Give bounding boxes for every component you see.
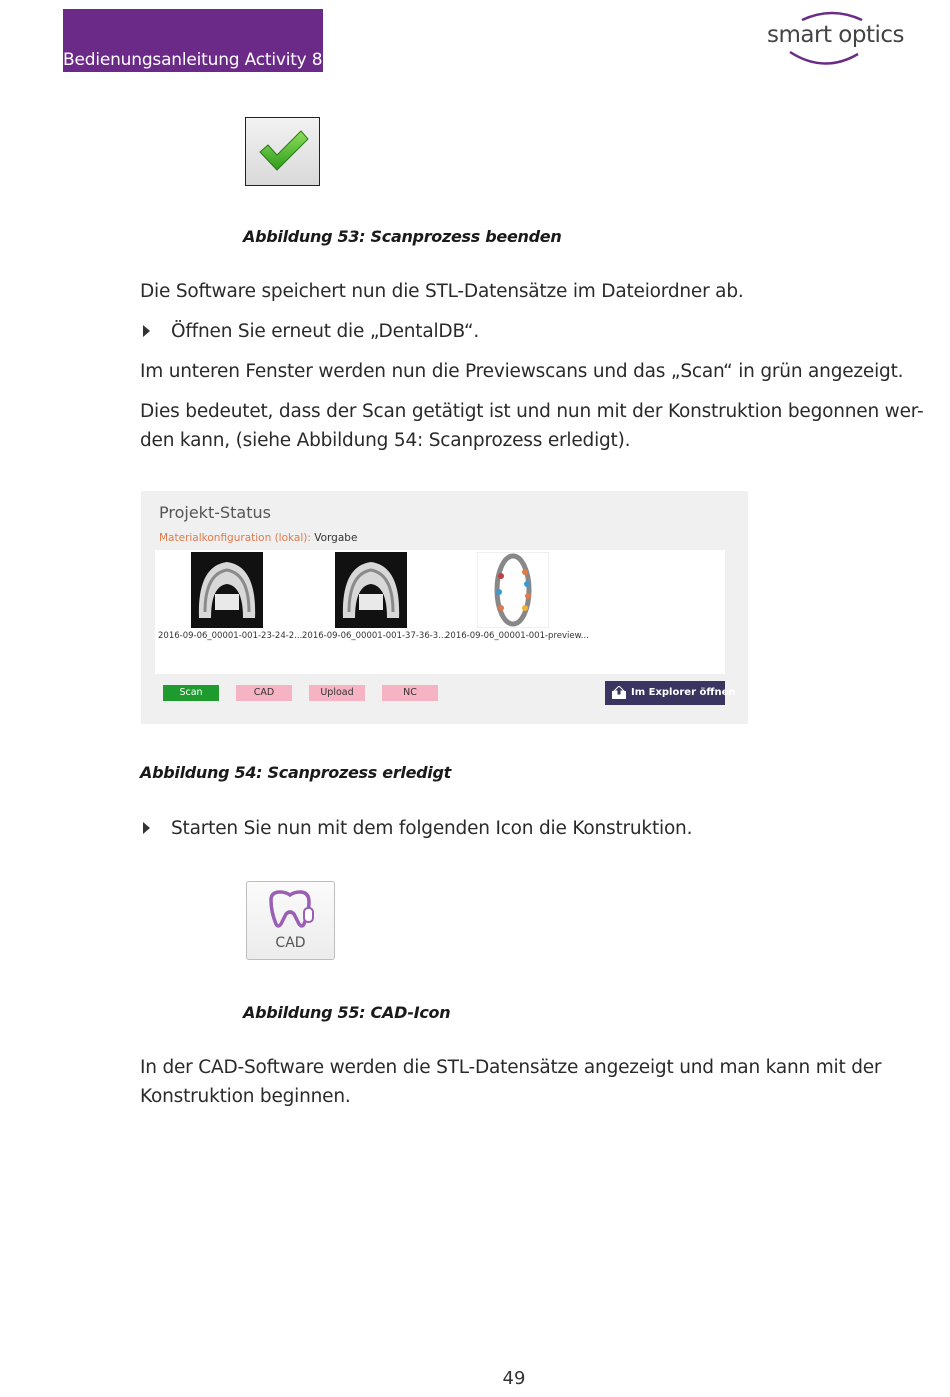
checkmark-icon: [246, 118, 319, 185]
thumbnail-label: 2016-09-06_00001-001-23-24-2...: [158, 631, 303, 641]
figure-53-caption: Abbildung 53: Scanprozess beenden: [243, 227, 562, 246]
dental-arch-preview-icon: [477, 552, 549, 628]
material-config: [159, 532, 357, 544]
thumbnail-label: 2016-09-06_00001-001-37-36-3...: [302, 631, 447, 641]
paragraph-1: Die Software speichert nun die STL-Datensätze im Dateiordner ab.: [140, 281, 744, 302]
dental-scan-icon: [191, 552, 263, 628]
status-cad-button[interactable]: CAD: [236, 685, 292, 701]
figure-55-caption: Abbildung 55: CAD-Icon: [243, 1003, 451, 1022]
status-nc-button[interactable]: NC: [382, 685, 438, 701]
preview-scans-area: [155, 550, 725, 674]
status-scan-button[interactable]: Scan: [163, 685, 219, 701]
status-upload-button[interactable]: Upload: [309, 685, 365, 701]
cad-icon-label: CAD: [275, 935, 306, 951]
preview-scan-thumbnail[interactable]: [477, 552, 549, 628]
project-status-panel: [141, 491, 748, 724]
open-in-explorer-button[interactable]: [605, 681, 736, 705]
paragraph-2: Im unteren Fenster werden nun die Previewscans und das „Scan“ in grün angezeigt.: [140, 361, 904, 382]
paragraph-3-line-2: den kann, (siehe Abbildung 54: Scanprozess erledigt).: [140, 430, 631, 451]
paragraph-4-line-2: Konstruktion beginnen.: [140, 1086, 351, 1107]
dental-scan-icon: [335, 552, 407, 628]
bullet-arrow-icon: [143, 822, 150, 834]
preview-scan-thumbnail[interactable]: [335, 552, 407, 628]
thumbnail-label: 2016-09-06_00001-001-preview...: [445, 631, 589, 641]
panel-title: Projekt-Status: [159, 503, 271, 522]
finish-scan-button[interactable]: [245, 117, 320, 186]
smart-optics-logo: [762, 8, 904, 70]
paragraph-3-line-1: Dies bedeutet, dass der Scan getätigt ist und nun mit der Konstruktion begonnen wer-: [140, 401, 924, 422]
tooth-cad-icon: [247, 886, 334, 936]
page-number: 49: [502, 1368, 526, 1389]
figure-54-caption: Abbildung 54: Scanprozess erledigt: [140, 763, 451, 782]
logo-text: smart optics: [767, 22, 904, 48]
explorer-button-label: Im Explorer öffnen: [631, 687, 736, 698]
explorer-upload-icon: [611, 686, 627, 700]
document-title: Bedienungsanleitung Activity 888: [63, 50, 344, 70]
paragraph-4-line-1: In der CAD-Software werden die STL-Datensätze angezeigt und man kann mit der: [140, 1057, 882, 1078]
material-config-value: Vorgabe: [314, 532, 358, 544]
cad-launch-button[interactable]: [246, 881, 335, 960]
material-config-key: Materialkonfiguration (lokal):: [159, 532, 311, 544]
bullet-1-text: Öffnen Sie erneut die „DentalDB“.: [171, 321, 480, 342]
bullet-arrow-icon: [143, 325, 150, 337]
preview-scan-thumbnail[interactable]: [191, 552, 263, 628]
bullet-2-text: Starten Sie nun mit dem folgenden Icon die Konstruktion.: [171, 818, 693, 839]
